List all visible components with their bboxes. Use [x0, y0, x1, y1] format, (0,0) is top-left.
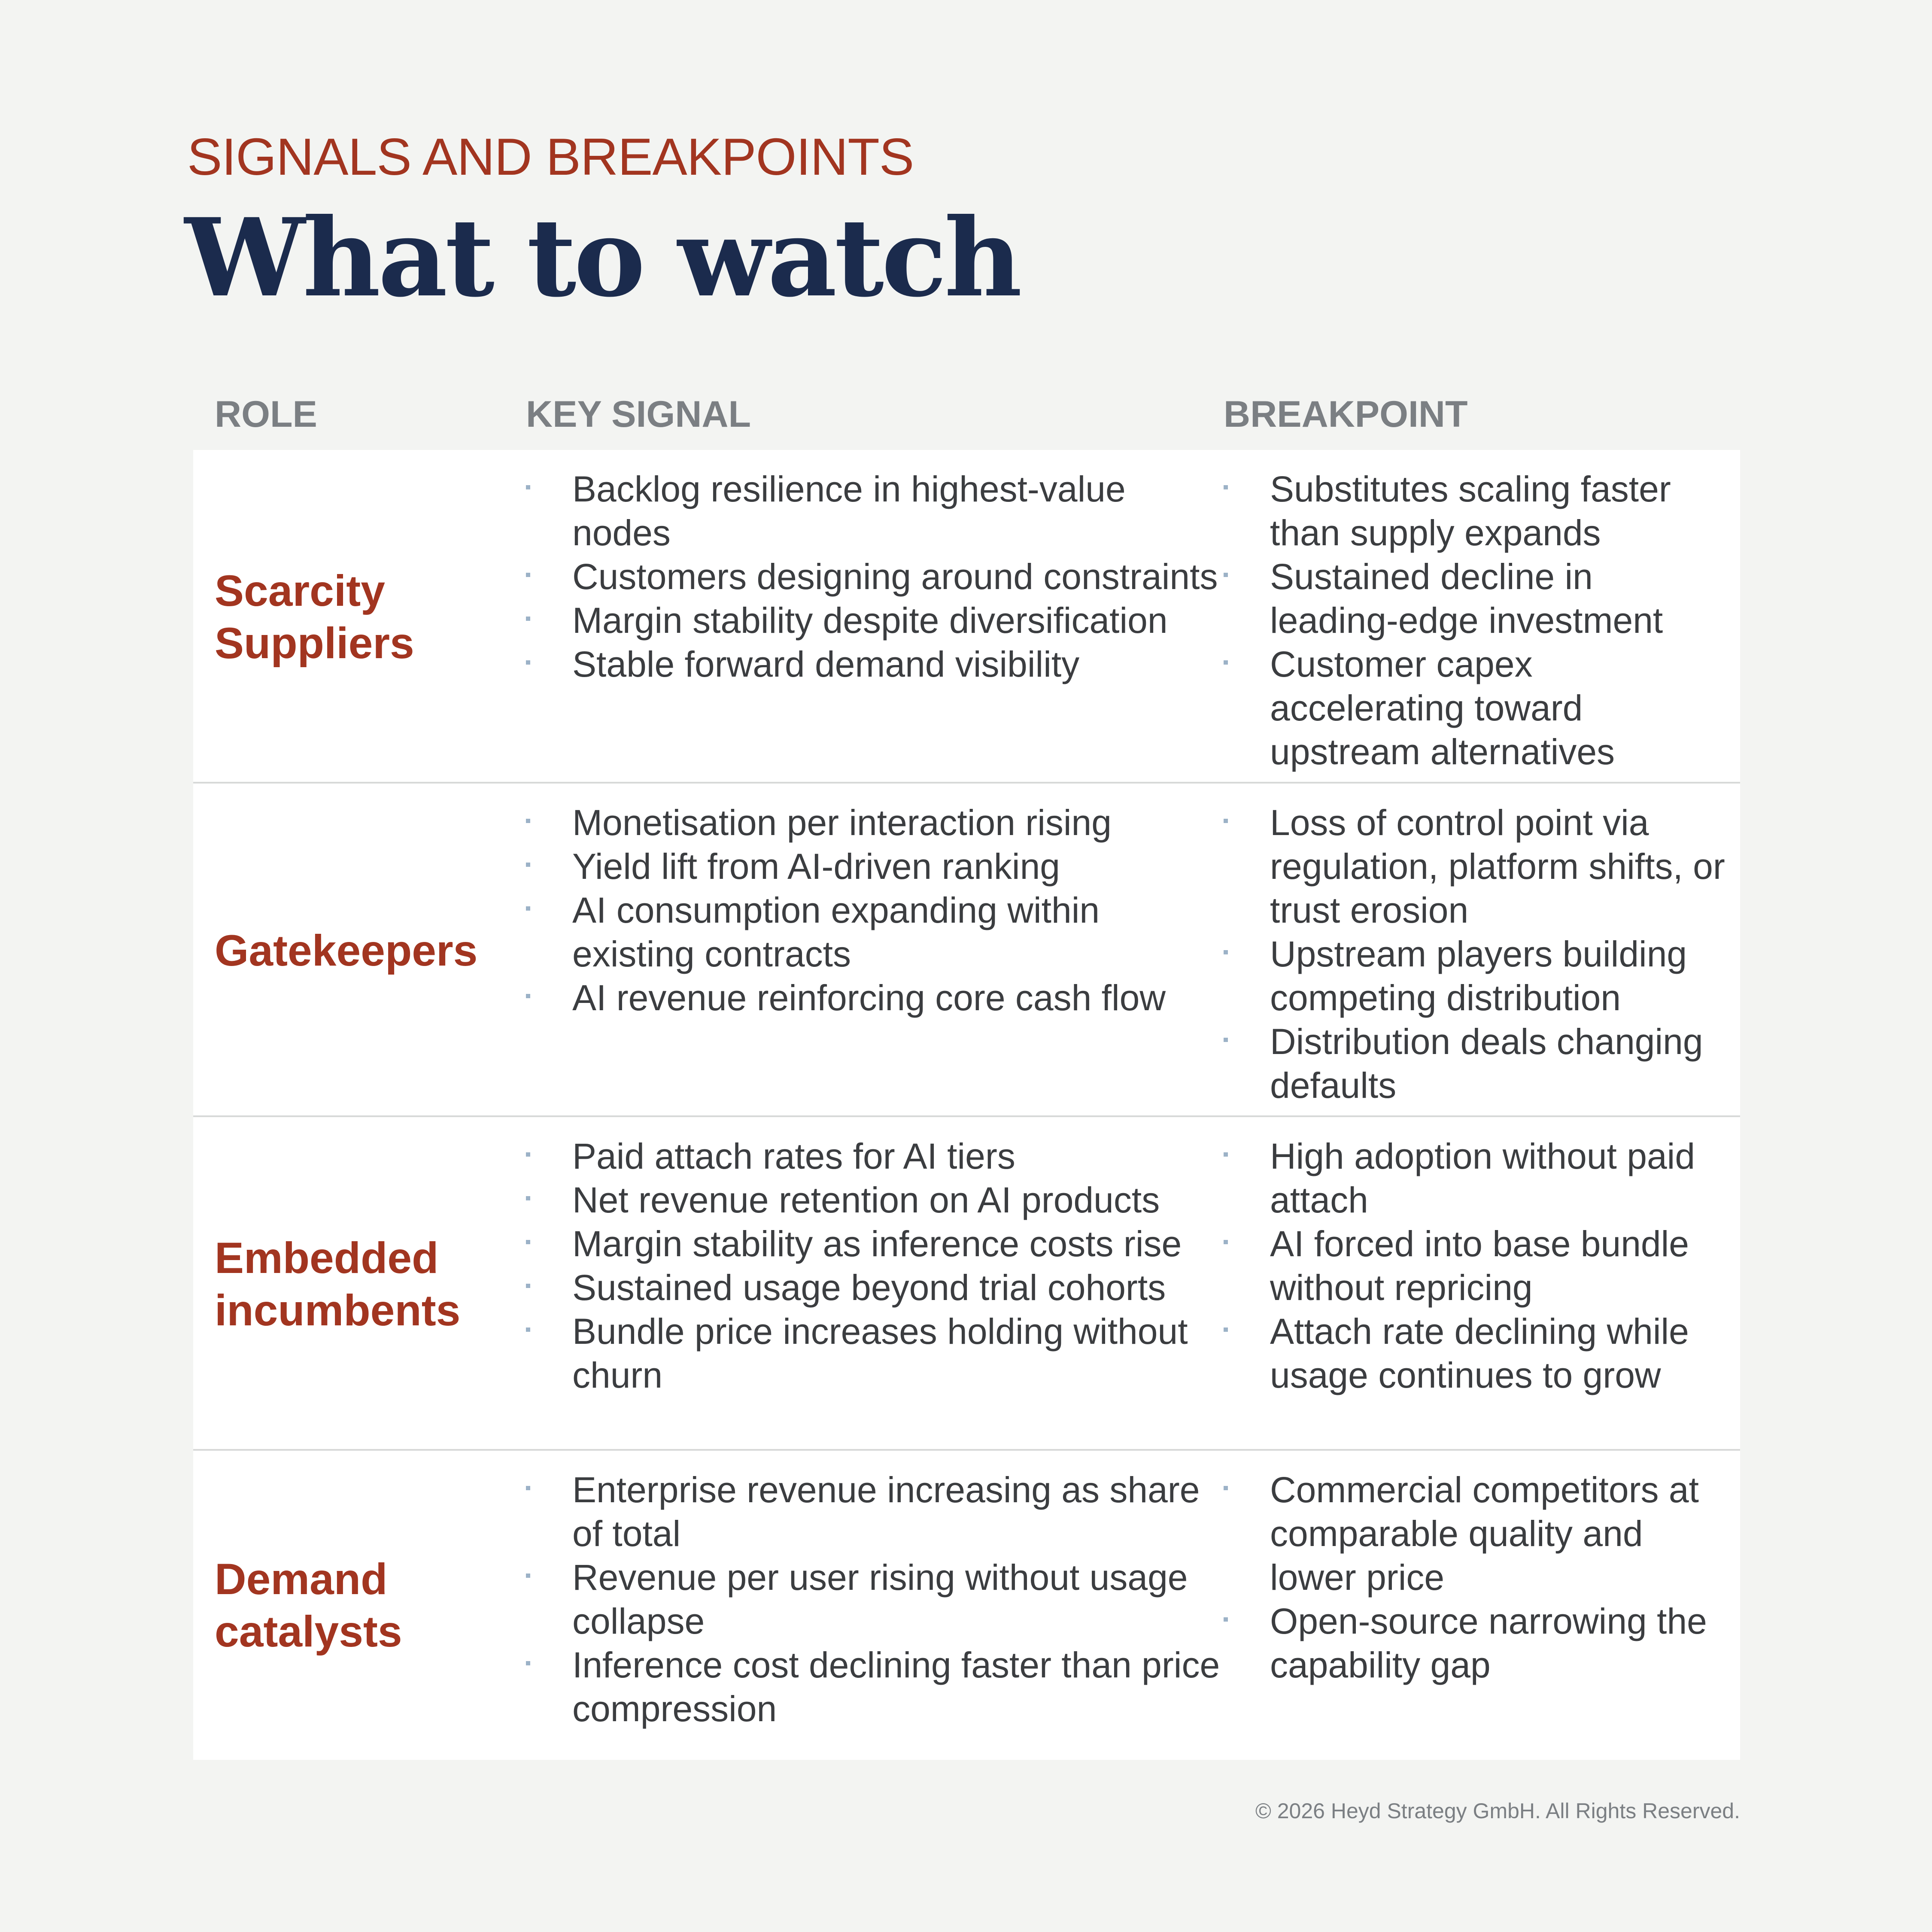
- column-header-breakpoint: BREAKPOINT: [1224, 394, 1468, 435]
- bullet-icon: [1224, 573, 1228, 577]
- table-row-embedded-incumbents: [193, 1117, 1740, 1451]
- list-item: AI revenue reinforcing core cash flow: [526, 976, 1230, 1020]
- list-item: Attach rate declining while usage continues to grow: [1224, 1309, 1730, 1397]
- bullet-icon: [1224, 1152, 1228, 1157]
- list-item: Distribution deals changing defaults: [1224, 1020, 1730, 1107]
- bullet-icon: [1224, 485, 1228, 489]
- bullet-icon: [1224, 1038, 1228, 1042]
- role-label: Embedded incumbents: [215, 1233, 461, 1335]
- list-item: AI forced into base bundle without repricing: [1224, 1222, 1730, 1309]
- bullet-icon: [526, 485, 530, 489]
- bullet-icon: [526, 819, 530, 823]
- bullet-icon: [526, 1486, 530, 1490]
- bullet-icon: [526, 1327, 530, 1332]
- breakpoint-list: [1224, 1134, 1730, 1397]
- bullet-icon: [526, 906, 530, 911]
- list-item: Commercial competitors at comparable quality and lower price: [1224, 1468, 1730, 1599]
- key-signal-list: [526, 1134, 1230, 1397]
- table-row-scarcity-suppliers: [193, 450, 1740, 784]
- bullet-icon: [526, 1152, 530, 1157]
- table-row-demand-catalysts: [193, 1451, 1740, 1760]
- list-item: High adoption without paid attach: [1224, 1134, 1730, 1222]
- bullet-icon: [526, 863, 530, 867]
- list-item: Backlog resilience in highest-value nodes: [526, 467, 1230, 555]
- bullet-icon: [526, 1574, 530, 1578]
- list-item: Margin stability despite diversification: [526, 598, 1230, 642]
- bullet-icon: [526, 660, 530, 665]
- list-item: Customers designing around constraints: [526, 555, 1230, 598]
- list-item: Net revenue retention on AI products: [526, 1178, 1230, 1222]
- key-signal-list: [526, 801, 1230, 1020]
- copyright-footer: © 2026 Heyd Strategy GmbH. All Rights Reserved.: [1255, 1799, 1740, 1823]
- breakpoint-list: [1224, 801, 1730, 1107]
- bullet-icon: [1224, 1486, 1228, 1490]
- key-signal-list: [526, 1468, 1230, 1731]
- list-item: Sustained decline in leading-edge investment: [1224, 555, 1730, 642]
- eyebrow-label: SIGNALS AND BREAKPOINTS: [187, 128, 914, 186]
- list-item: Substitutes scaling faster than supply expands: [1224, 467, 1730, 555]
- bullet-icon: [526, 1196, 530, 1200]
- bullet-icon: [526, 1661, 530, 1665]
- bullet-icon: [1224, 1240, 1228, 1244]
- breakpoint-list: [1224, 467, 1730, 774]
- list-item: Bundle price increases holding without churn: [526, 1309, 1230, 1397]
- table-row-gatekeepers: [193, 784, 1740, 1117]
- role-label: Gatekeepers: [215, 926, 478, 975]
- list-item: Enterprise revenue increasing as share of total: [526, 1468, 1230, 1555]
- list-item: Customer capex accelerating toward upstream alternatives: [1224, 642, 1730, 774]
- list-item: Inference cost declining faster than price compression: [526, 1643, 1230, 1731]
- list-item: Loss of control point via regulation, platform shifts, or trust erosion: [1224, 801, 1730, 932]
- column-header-key-signal: KEY SIGNAL: [526, 394, 751, 435]
- list-item: Paid attach rates for AI tiers: [526, 1134, 1230, 1178]
- bullet-icon: [526, 994, 530, 998]
- list-item: Open-source narrowing the capability gap: [1224, 1599, 1730, 1687]
- list-item: AI consumption expanding within existing contracts: [526, 888, 1230, 976]
- list-item: Yield lift from AI-driven ranking: [526, 844, 1230, 888]
- bullet-icon: [1224, 950, 1228, 954]
- bullet-icon: [1224, 1617, 1228, 1622]
- key-signal-list: [526, 467, 1230, 686]
- role-label: Scarcity Suppliers: [215, 566, 414, 668]
- list-item: Sustained usage beyond trial cohorts: [526, 1266, 1230, 1309]
- bullet-icon: [526, 1240, 530, 1244]
- bullet-icon: [526, 573, 530, 577]
- list-item: Revenue per user rising without usage collapse: [526, 1555, 1230, 1643]
- bullet-icon: [1224, 819, 1228, 823]
- list-item: Upstream players building competing distribution: [1224, 932, 1730, 1020]
- bullet-icon: [526, 1284, 530, 1288]
- list-item: Stable forward demand visibility: [526, 642, 1230, 686]
- bullet-icon: [1224, 660, 1228, 665]
- breakpoint-list: [1224, 1468, 1730, 1687]
- list-item: Monetisation per interaction rising: [526, 801, 1230, 844]
- list-item: Margin stability as inference costs rise: [526, 1222, 1230, 1266]
- bullet-icon: [526, 617, 530, 621]
- bullet-icon: [1224, 1327, 1228, 1332]
- column-header-role: ROLE: [215, 394, 317, 435]
- role-label: Demand catalysts: [215, 1555, 402, 1656]
- page-title: What to watch: [185, 194, 1020, 321]
